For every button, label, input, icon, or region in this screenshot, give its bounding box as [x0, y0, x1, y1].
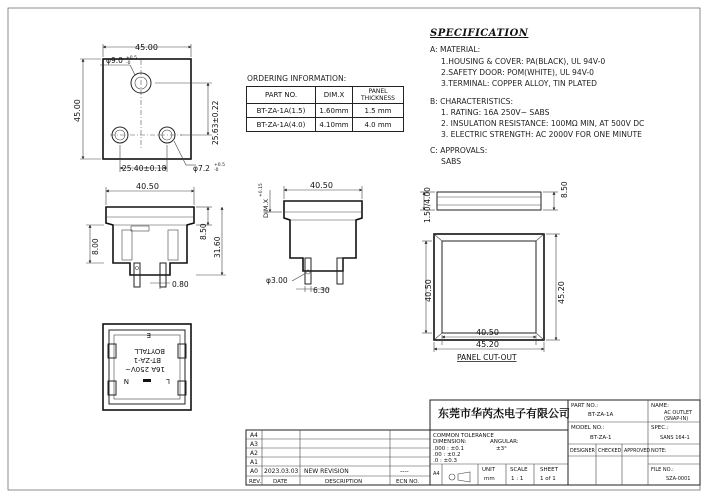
dim-right-h3: 45.20	[557, 281, 566, 304]
rev-cell: A0	[250, 468, 258, 475]
part-no-value: BT-ZA-1A	[588, 412, 614, 418]
projection-symbol-icon	[449, 474, 455, 480]
sheet-size: A4	[433, 471, 440, 477]
dim-hole-small-tol2: -0	[214, 168, 219, 173]
ordering-cell: BT-ZA-1A(4.0)	[247, 118, 316, 132]
sheet-value: 1 of 1	[540, 476, 556, 482]
cutout-corner	[434, 234, 442, 241]
dim-right-top: 1.50/4.00	[423, 187, 432, 223]
right-views	[420, 181, 569, 362]
tol-line: .00 : ±0.2	[433, 452, 461, 458]
pin-hole	[136, 267, 139, 270]
ordering-cell: 1.5 mm	[353, 104, 404, 118]
dim-mid-tol: +0.15	[259, 183, 264, 197]
right-profile	[437, 192, 541, 210]
dim-mid-width: 40.50	[310, 181, 333, 190]
dim-right-w2: 45.20	[476, 340, 499, 349]
approvals-header: C: APPROVALS:	[430, 146, 488, 155]
bottom-label-e: E	[146, 331, 151, 339]
scale-value: 1 : 1	[511, 476, 524, 482]
rev-cell: A2	[250, 450, 258, 457]
ordering-cell: 4.10mm	[316, 118, 353, 132]
dim-hole-pitch-v: 25.63±0.22	[211, 100, 220, 145]
dim-side-h3: 8.00	[91, 238, 100, 255]
material-line-2: 2.SAFETY DOOR: POM(WHITE), UL 94V-0	[441, 68, 595, 77]
dim-hole-pitch-h: 25.40±0.18	[122, 164, 167, 173]
name-value-2: (SNAP-IN)	[664, 416, 689, 422]
characteristics-line-3: 3. ELECTRIC STRENGTH: AC 2000V FOR ONE MINUTE	[441, 130, 642, 139]
rev-ecn: ----	[400, 468, 409, 475]
model-value: BT-ZA-1	[590, 435, 612, 441]
dim-side-h1: 8.50	[199, 223, 208, 240]
top-view	[73, 43, 225, 173]
rev-desc: NEW REVISION	[304, 468, 349, 475]
bottom-label-n: N	[123, 377, 129, 385]
bottom-label-l: L	[166, 377, 170, 385]
rev-table	[246, 430, 430, 485]
name-label: NAME:	[651, 403, 669, 409]
dim-side-width: 40.50	[136, 182, 159, 191]
ordering-cell: 1.60mm	[316, 104, 353, 118]
tol-title: COMMON TOLERANCE	[433, 433, 494, 439]
unit-label: UNIT	[482, 467, 496, 473]
dim-right-w: 40.50	[476, 328, 499, 337]
dim-right-h: 8.50	[560, 181, 569, 198]
spec-title: SPECIFICATION	[430, 28, 529, 39]
top-view-body	[103, 59, 191, 159]
tol-angular: ANGULAR:	[490, 439, 519, 445]
material-line-1: 1.HOUSING & COVER: PA(BLACK), UL 94V-0	[441, 57, 606, 66]
leader	[292, 273, 306, 281]
dim-mid-dimx: DIM.X	[262, 198, 270, 218]
leader	[174, 141, 186, 165]
ordering-header-thickness: PANEL THICKNESS	[353, 87, 404, 104]
dim-hole-small-tol: +0.5	[214, 163, 225, 168]
ordering-cell: BT-ZA-1A(1.5)	[247, 104, 316, 118]
mid-view	[258, 181, 362, 295]
dim-side-h2: 31.60	[213, 236, 222, 258]
approvals-line-1: SABS	[441, 157, 462, 166]
part-no-label: PART NO.:	[571, 403, 599, 409]
bottom-text-brand: BOYTALL	[134, 347, 165, 355]
file-label: FILE NO.:	[651, 467, 674, 473]
tol-ang: ±3°	[496, 446, 507, 452]
dim-hole-top: φ9.0	[106, 56, 123, 65]
leader	[130, 65, 135, 75]
rev-header: DESCRIPTION	[325, 479, 363, 485]
material-header: A: MATERIAL:	[430, 45, 481, 54]
bottom-text-rating: 16A 250V~	[125, 365, 165, 373]
rev-header: ECN NO.	[396, 479, 420, 485]
rev-cell: A1	[250, 459, 258, 466]
rev-cell: A3	[250, 441, 258, 448]
bottom-view	[103, 324, 191, 410]
characteristics-line-1: 1. RATING: 16A 250V~ SABS	[441, 108, 550, 117]
ordering-cell: 4.0 mm	[353, 118, 404, 132]
checked-label: CHECKED	[598, 449, 622, 454]
approved-label: APPROVED	[624, 449, 651, 454]
file-value: SZA-0001	[666, 476, 691, 482]
dim-hole-small: φ7.2	[193, 164, 210, 173]
rev-cell: A4	[250, 432, 258, 439]
designer-label: DESIGNER	[570, 449, 595, 454]
unit-value: mm	[484, 476, 495, 482]
spec-label: SPEC.:	[651, 425, 669, 431]
tol-line: .0 : ±0.3	[433, 458, 457, 464]
mid-view-body	[284, 201, 362, 271]
panel-cutout-label: PANEL CUT-OUT	[457, 353, 517, 362]
cutout-corner	[536, 234, 544, 241]
model-label: MODEL NO.:	[571, 425, 605, 431]
ordering-title: ORDERING INFORMATION:	[247, 74, 347, 83]
name-value-1: AC OUTLET	[664, 410, 693, 416]
dim-hole-top-tol: +0.5	[126, 56, 137, 61]
rev-date: 2023.03.03	[264, 468, 299, 475]
material-line-3: 3.TERMINAL: COPPER ALLOY, TIN PLATED	[441, 79, 598, 88]
rev-header: DATE	[273, 479, 288, 485]
side-clip	[168, 230, 178, 260]
ordering-header-dim: DIM.X	[316, 87, 353, 104]
characteristics-line-2: 2. INSULATION RESISTANCE: 100MΩ MIN, AT 500V DC	[441, 119, 645, 128]
panel-cutout-inner	[442, 241, 536, 333]
bottom-text-model: BT-ZA-1	[133, 356, 161, 364]
cutout-corner	[434, 333, 442, 340]
bottom-terminal	[143, 379, 151, 382]
dim-top-height: 45.00	[73, 99, 82, 122]
side-clip	[122, 230, 132, 260]
sheet-label: SHEET	[540, 467, 558, 473]
dim-right-h2: 40.50	[424, 279, 433, 302]
dim-top-width: 45.00	[135, 43, 158, 52]
spec-value: SANS 164-1	[660, 435, 690, 441]
characteristics-header: B: CHARACTERISTICS:	[430, 97, 514, 106]
note-label: NOTE:	[651, 448, 667, 454]
tol-dimension: DIMENSION:	[433, 439, 467, 445]
bottom-labels	[124, 331, 170, 385]
side-latch	[131, 226, 149, 231]
company-name: 东莞市华芮杰电子有限公司	[438, 407, 570, 420]
rev-header: REV.	[249, 479, 262, 485]
cutout-corner	[536, 333, 544, 340]
dim-mid-hole: φ3.00	[266, 276, 288, 285]
dim-hole-top-tol2: -0	[126, 61, 131, 66]
projection-cone-icon	[458, 472, 470, 482]
ordering-header-part: PART NO.	[247, 87, 316, 104]
dim-pin-w: 0.80	[172, 280, 189, 289]
scale-label: SCALE	[510, 467, 528, 473]
tol-line: .000 : ±0.1	[433, 446, 464, 452]
side-view	[86, 182, 226, 289]
panel-cutout-outer	[434, 234, 544, 340]
dim-mid-pin: 6.30	[313, 286, 330, 295]
